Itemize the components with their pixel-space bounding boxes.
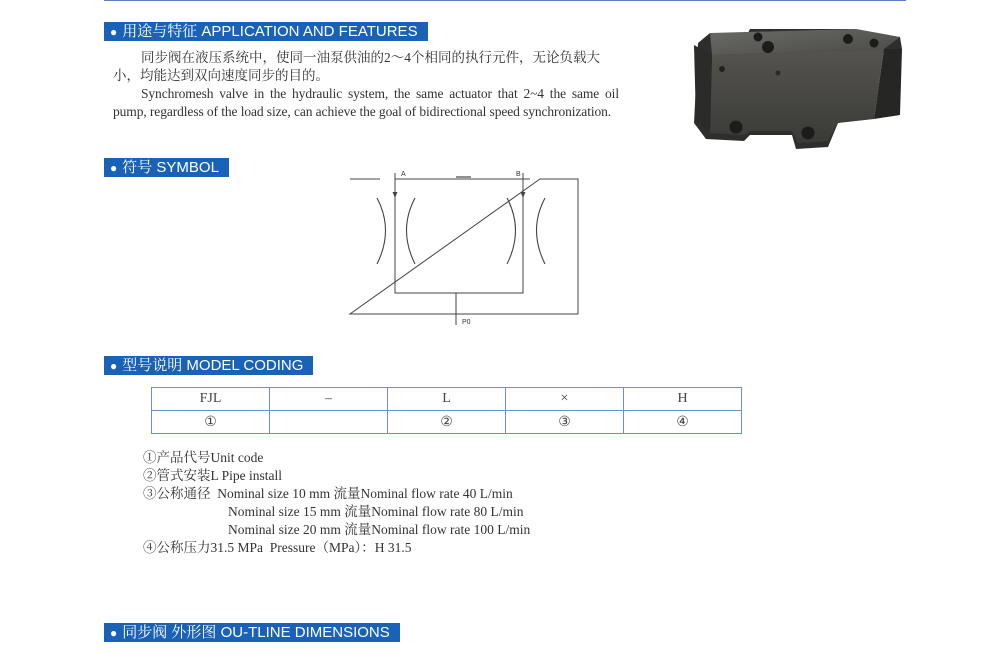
section-title: 符号 SYMBOL (122, 159, 219, 176)
marker-cell: ④ (624, 411, 742, 434)
marker-row (152, 411, 742, 434)
section-title: 同步阀 外形图 OU-TLINE DIMENSIONS (122, 624, 390, 641)
description-cn: 同步阀在液压系统中，使同一油泵供油的2～4个相同的执行元件，无论负载大小，均能达到双向速度同步的目的。 (113, 50, 600, 83)
hydraulic-symbol-diagram (340, 168, 590, 333)
code-cell: H (624, 388, 742, 411)
top-rule (104, 0, 906, 1)
code-cell: – (270, 388, 388, 411)
coding-notes (143, 449, 530, 557)
coding-note: Nominal size 15 mm 流量Nominal flow rate 80 L/min (228, 504, 524, 519)
description-en: Synchromesh valve in the hydraulic system, the same actuator that 2~4 the same oil pump, regardless of the load size, can achieve the goal of bidirectional speed synchronization. (113, 86, 619, 119)
bullet-icon: ● (110, 25, 118, 39)
marker-cell: ② (388, 411, 506, 434)
coding-note: ②管式安装L Pipe install (143, 468, 282, 483)
coding-note: ③公称通径 Nominal size 10 mm 流量Nominal flow rate 40 L/min (143, 486, 513, 501)
bullet-icon: ● (110, 626, 118, 640)
bullet-icon: ● (110, 359, 118, 373)
valve-photo (688, 23, 908, 151)
coding-note: ④公称压力31.5 MPa Pressure（MPa）：H 31.5 (143, 540, 412, 555)
section-title: 型号说明 MODEL CODING (122, 357, 304, 374)
marker-cell: ① (152, 411, 270, 434)
section-header-outline (104, 623, 400, 642)
bullet-icon: ● (110, 161, 118, 175)
code-cell: FJL (152, 388, 270, 411)
marker-cell: ③ (506, 411, 624, 434)
coding-note: ①产品代号Unit code (143, 450, 264, 465)
model-coding-table (151, 387, 742, 434)
section-header-model-coding (104, 356, 313, 375)
port-label-b: B (516, 171, 521, 178)
port-label-a: A (401, 171, 406, 178)
section-header-symbol (104, 158, 229, 177)
coding-note: Nominal size 20 mm 流量Nominal flow rate 100 L/min (228, 522, 531, 537)
code-cell: × (506, 388, 624, 411)
code-row (152, 388, 742, 411)
port-label-p: P0 (462, 319, 471, 326)
code-cell: L (388, 388, 506, 411)
section-header-application (104, 22, 428, 41)
marker-cell (270, 411, 388, 434)
section-title: 用途与特征 APPLICATION AND FEATURES (122, 23, 418, 40)
